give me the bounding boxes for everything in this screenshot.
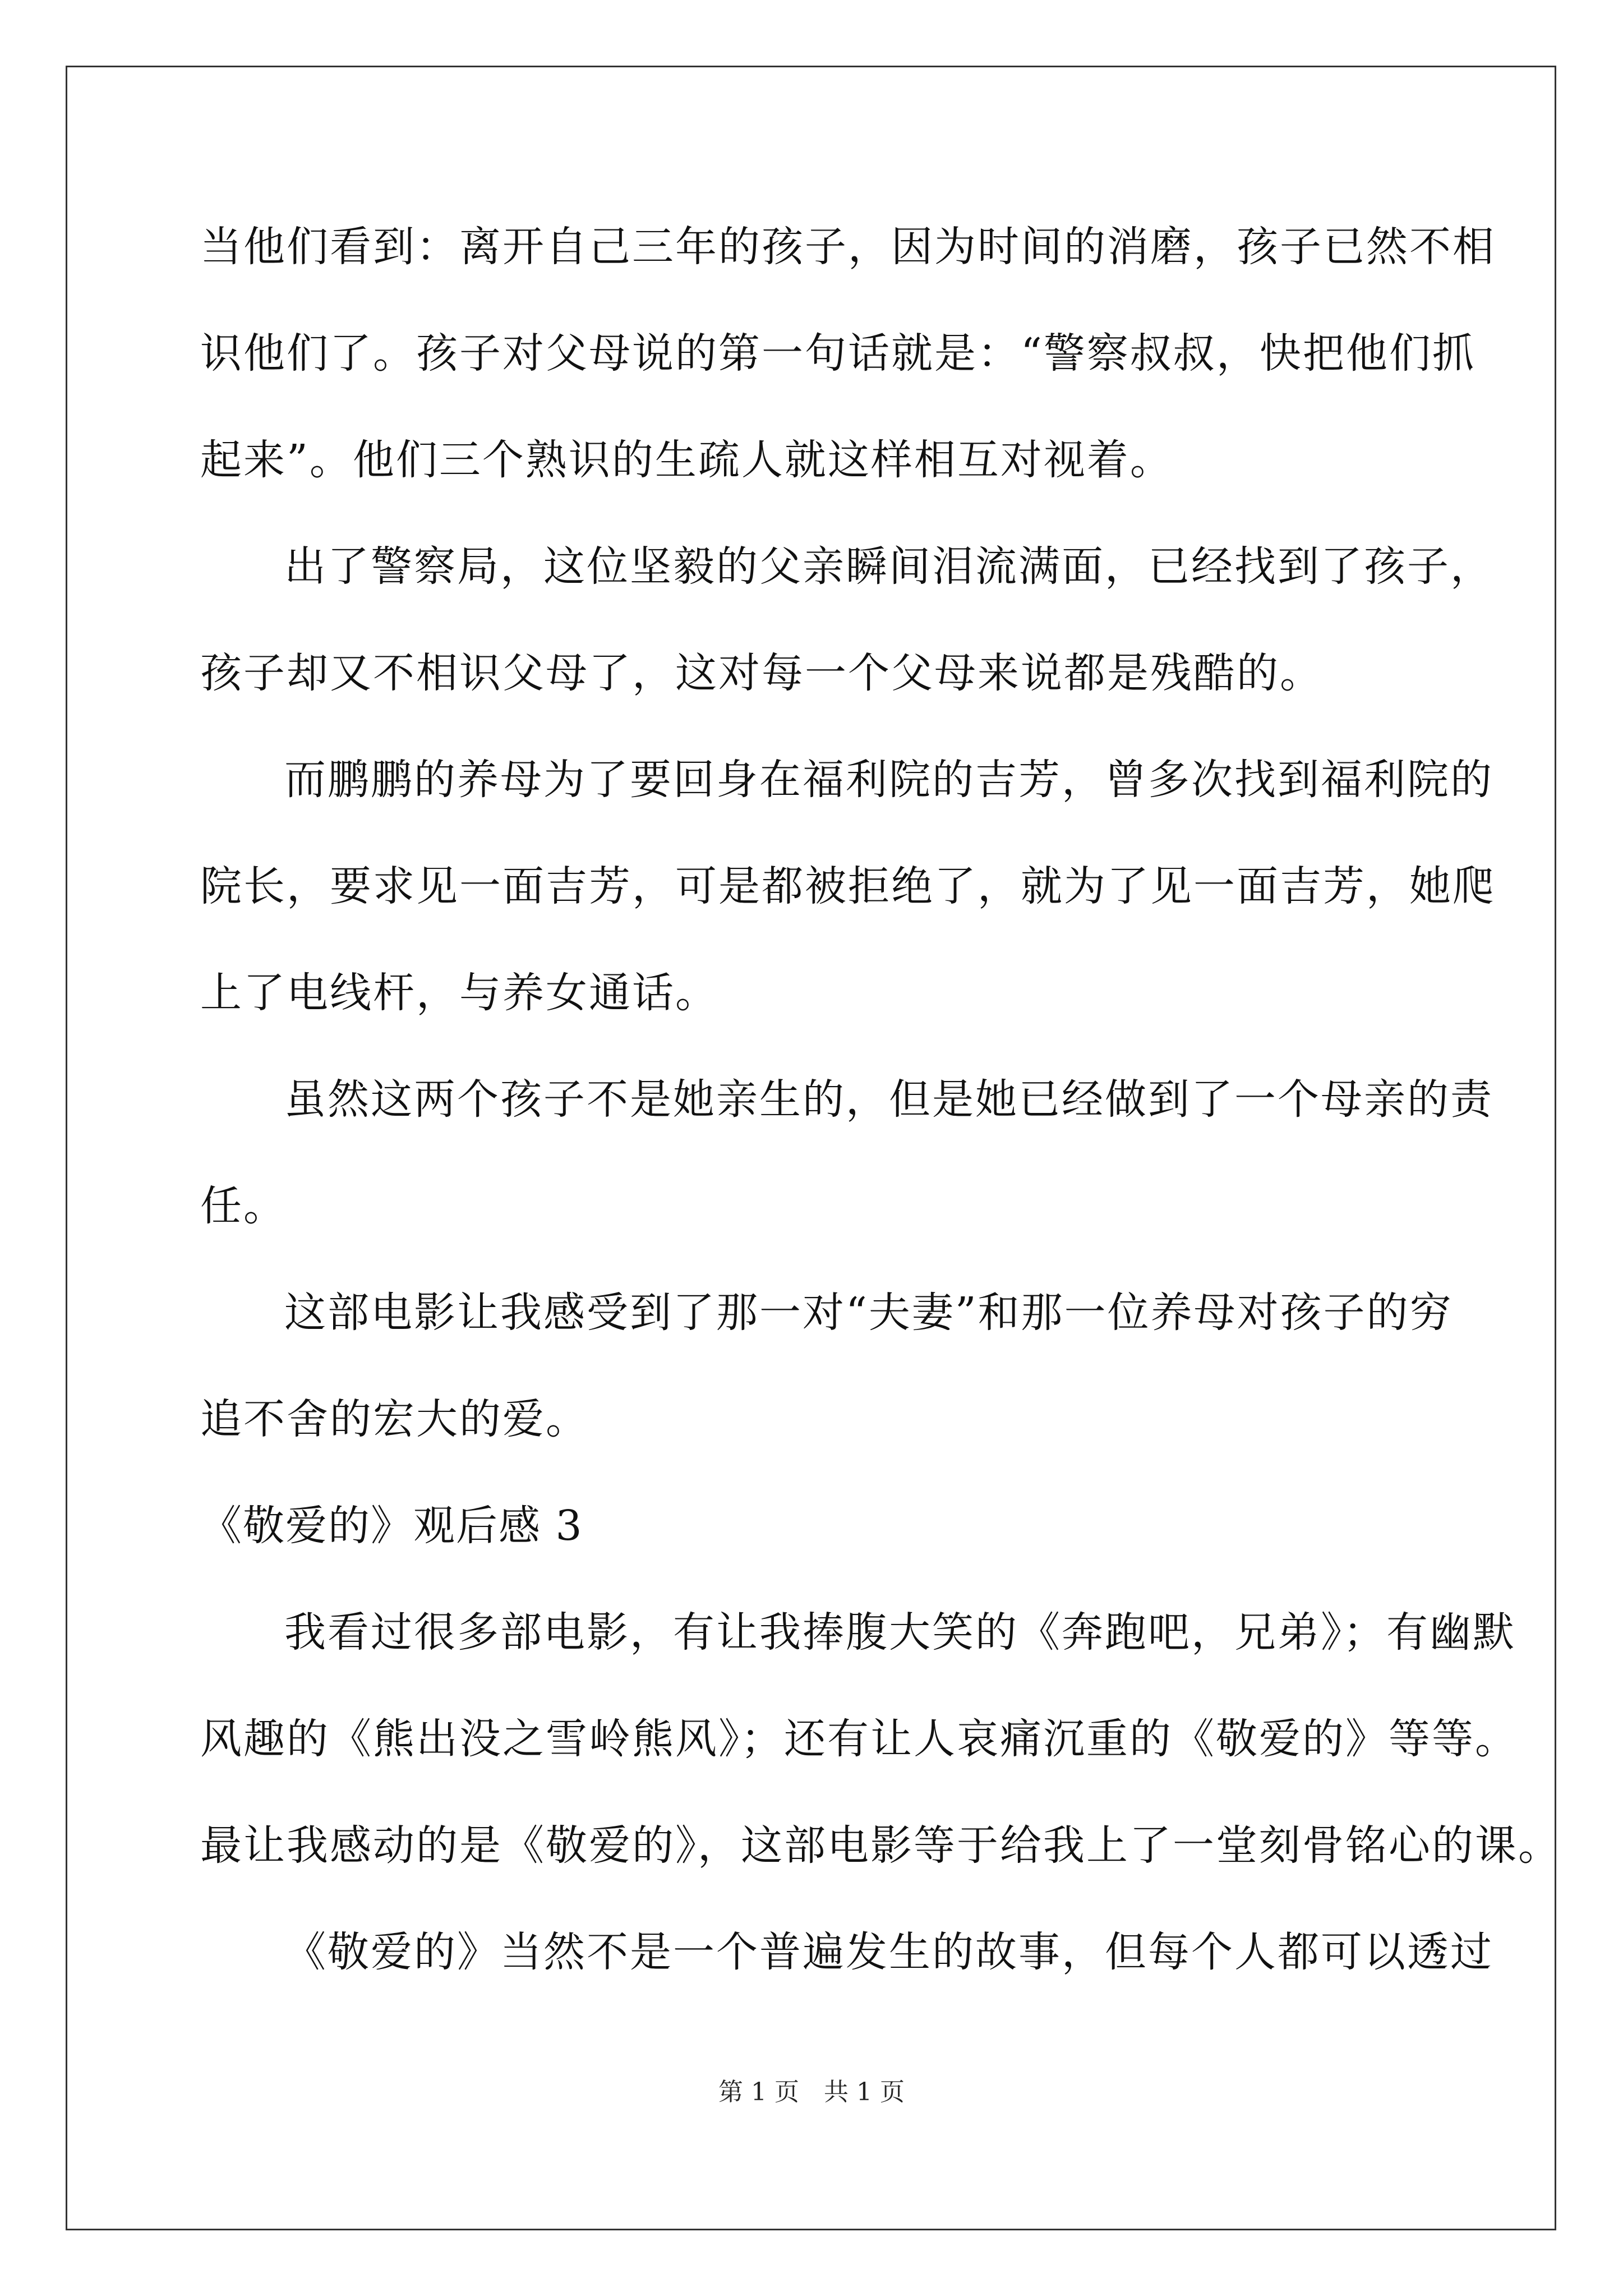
text-line-2: 识他们了。孩子对父母说的第一句话就是：“警察叔叔，快把他们抓 xyxy=(200,329,1476,378)
text-line-7: 院长，要求见一面吉芳，可是都被拒绝了，就为了见一面吉芳，她爬 xyxy=(200,862,1496,910)
text-line-8: 上了电线杆，与养女通话。 xyxy=(200,969,718,1017)
page-footer: 第 1 页 共 1 页 xyxy=(718,2078,905,2106)
text-line-4: 出了警察局，这位坚毅的父亲瞬间泪流满面，已经找到了孩子， xyxy=(284,542,1493,591)
text-line-1: 当他们看到：离开自己三年的孩子，因为时间的消磨，孩子已然不相 xyxy=(200,223,1496,271)
text-line-3: 起来”。他们三个熟识的生疏人就这样相互对视着。 xyxy=(200,436,1173,484)
text-line-10: 任。 xyxy=(200,1182,287,1230)
text-line-14: 我看过很多部电影，有让我捧腹大笑的《奔跑吧，兄弟》；有幽默 xyxy=(284,1608,1516,1657)
section-heading: 《敬爱的》观后感 3 xyxy=(200,1502,583,1550)
text-line-9: 虽然这两个孩子不是她亲生的，但是她已经做到了一个母亲的责 xyxy=(284,1075,1493,1124)
text-line-11: 这部电影让我感受到了那一对“夫妻”和那一位养母对孩子的穷 xyxy=(284,1289,1453,1337)
text-line-15: 风趣的《熊出没之雪岭熊风》；还有让人哀痛沉重的《敬爱的》等等。 xyxy=(200,1715,1518,1763)
document-body xyxy=(200,208,1561,2019)
text-line-16: 最让我感动的是《敬爱的》，这部电影等于给我上了一堂刻骨铭心的课。 xyxy=(200,1821,1561,1870)
text-line-5: 孩子却又不相识父母了，这对每一个父母来说都是残酷的。 xyxy=(200,649,1323,697)
text-line-17: 《敬爱的》当然不是一个普遍发生的故事，但每个人都可以透过 xyxy=(284,1928,1493,1976)
text-line-6: 而鹏鹏的养母为了要回身在福利院的吉芳，曾多次找到福利院的 xyxy=(284,756,1493,804)
text-line-12: 追不舍的宏大的爱。 xyxy=(200,1395,589,1443)
